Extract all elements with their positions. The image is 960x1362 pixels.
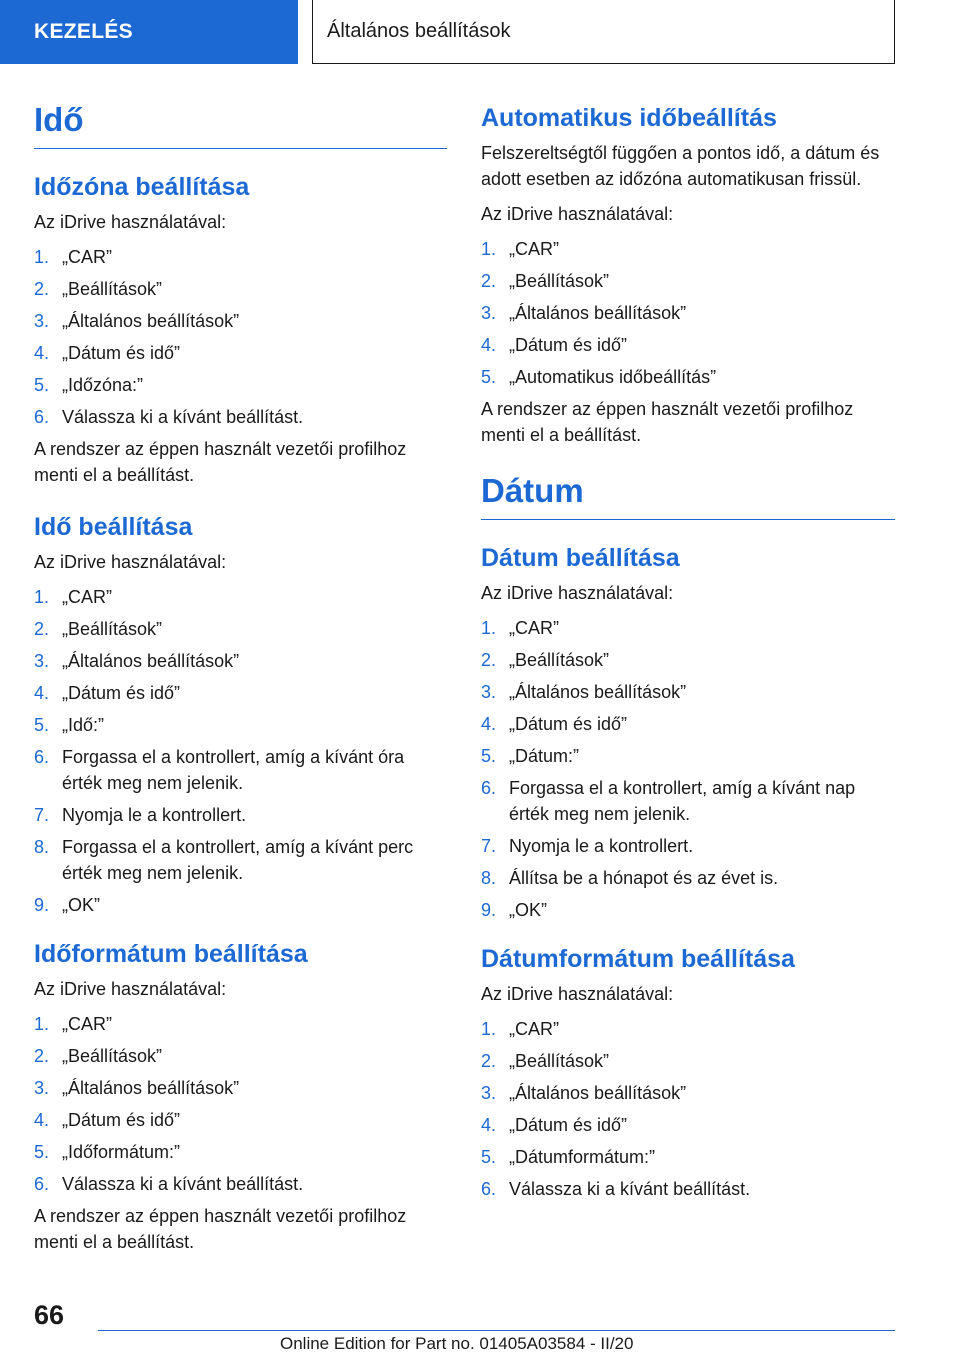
left-sections (34, 171, 447, 1278)
step-number: 7. (481, 836, 497, 856)
step-text: „Beállítások” (509, 271, 610, 291)
step-text: Állítsa be a hónapot és az évet is. (509, 868, 779, 888)
list-item (34, 340, 447, 366)
list-item (34, 1043, 447, 1069)
page-title-ido: Idő (34, 100, 447, 149)
step-number: 5. (34, 375, 50, 395)
list-item (481, 1080, 895, 1106)
auto-time-heading: Automatikus időbeállítás (481, 104, 777, 132)
section-tab (0, 0, 298, 64)
step-text: „Általános beállítások” (62, 1078, 240, 1098)
step-number: 1. (34, 587, 50, 607)
step-text: „Általános beállítások” (509, 303, 687, 323)
step-number: 4. (34, 1110, 50, 1130)
step-number: 8. (481, 868, 497, 888)
section-intro: Az iDrive használatával: (34, 979, 227, 999)
section-heading: Dátumformátum beállítása (481, 945, 795, 973)
list-item (481, 1176, 895, 1202)
list-item (481, 332, 895, 358)
step-text: „CAR” (509, 618, 559, 638)
step-number: 7. (34, 805, 50, 825)
step-list (481, 1016, 895, 1202)
step-list (34, 1011, 447, 1197)
step-number: 2. (481, 1051, 497, 1071)
step-text: „Időzóna:” (62, 375, 144, 395)
step-number: 9. (34, 895, 50, 915)
list-item (34, 244, 447, 270)
list-item (34, 1075, 447, 1101)
footer-divider (98, 1330, 895, 1331)
step-number: 3. (34, 1078, 50, 1098)
section-heading: Dátum beállítása (481, 544, 680, 572)
step-text: Nyomja le a kontrollert. (62, 805, 247, 825)
step-number: 2. (481, 650, 497, 670)
list-item (34, 802, 447, 828)
step-number: 6. (481, 778, 497, 798)
list-item (481, 647, 895, 673)
list-item (34, 712, 447, 738)
chapter-label: Általános beállítások (327, 20, 511, 42)
list-item (34, 892, 447, 918)
step-text: „OK” (509, 900, 547, 920)
section-note: A rendszer az éppen használt vezetői profilhoz menti el a beállítást. (34, 1206, 407, 1252)
step-number: 3. (481, 1083, 497, 1103)
step-list (34, 584, 447, 918)
list-item (34, 308, 447, 334)
step-number: 4. (481, 1115, 497, 1135)
step-list (481, 615, 895, 923)
section-intro: Az iDrive használatával: (34, 212, 227, 232)
step-number: 2. (34, 279, 50, 299)
step-text: „Automatikus időbeállítás” (509, 367, 717, 387)
step-text: „Dátumformátum:” (509, 1147, 656, 1167)
list-item (481, 1112, 895, 1138)
step-number: 2. (34, 619, 50, 639)
step-number: 5. (34, 715, 50, 735)
step-text: „Általános beállítások” (509, 1083, 687, 1103)
step-number: 9. (481, 900, 497, 920)
list-item (34, 276, 447, 302)
list-item (481, 679, 895, 705)
step-number: 1. (481, 1019, 497, 1039)
step-number: 1. (34, 247, 50, 267)
step-number: 1. (481, 618, 497, 638)
step-text: „Idő:” (62, 715, 105, 735)
step-text: „Dátum és idő” (509, 335, 628, 355)
step-text: „CAR” (62, 587, 112, 607)
step-text: „Általános beállítások” (62, 651, 240, 671)
list-item (34, 680, 447, 706)
list-item (34, 372, 447, 398)
section-intro: Az iDrive használatával: (481, 984, 674, 1004)
section-heading: Időzóna beállítása (34, 173, 250, 201)
step-text: Forgassa el a kontrollert, amíg a kívánt óra érték meg nem jelenik. (62, 747, 405, 793)
list-item (34, 1011, 447, 1037)
step-text: „Dátum és idő” (509, 714, 628, 734)
step-text: „Általános beállítások” (509, 682, 687, 702)
step-number: 2. (481, 271, 497, 291)
list-item (481, 743, 895, 769)
list-item (481, 897, 895, 923)
list-item (34, 1107, 447, 1133)
step-text: „Dátum és idő” (509, 1115, 628, 1135)
step-number: 6. (34, 1174, 50, 1194)
page-number: 66 (34, 1300, 65, 1330)
list-item (34, 648, 447, 674)
step-number: 3. (481, 303, 497, 323)
step-text: „CAR” (509, 1019, 559, 1039)
step-number: 5. (481, 367, 497, 387)
list-item (34, 616, 447, 642)
list-item (481, 1016, 895, 1042)
list-item (481, 1048, 895, 1074)
list-item (34, 1171, 447, 1197)
step-number: 5. (481, 1147, 497, 1167)
section-intro: Az iDrive használatával: (481, 583, 674, 603)
section-note: A rendszer az éppen használt vezetői profilhoz menti el a beállítást. (34, 439, 407, 485)
section-label: KEZELÉS (34, 20, 133, 43)
section-heading: Idő beállítása (34, 513, 193, 541)
list-item (481, 300, 895, 326)
step-text: Forgassa el a kontrollert, amíg a kívánt perc érték meg nem jelenik. (62, 837, 414, 883)
list-item (34, 584, 447, 610)
step-number: 4. (481, 335, 497, 355)
page-title-datum: Dátum (481, 471, 895, 520)
auto-time-note: A rendszer az éppen használt vezetői profilhoz menti el a beállítást. (481, 399, 854, 445)
footer-edition: Online Edition for Part no. 01405A03584 - II/20 (280, 1334, 634, 1353)
list-item (34, 744, 447, 796)
step-text: „Időformátum:” (62, 1142, 181, 1162)
step-text: „Dátum és idő” (62, 343, 181, 363)
step-text: „Beállítások” (62, 619, 163, 639)
step-number: 4. (34, 683, 50, 703)
list-item (481, 833, 895, 859)
step-number: 3. (34, 651, 50, 671)
left-column (34, 100, 447, 1278)
list-item (34, 404, 447, 430)
step-text: „CAR” (62, 247, 112, 267)
auto-time-steps (481, 236, 895, 390)
list-item (481, 268, 895, 294)
step-text: Forgassa el a kontrollert, amíg a kívánt nap érték meg nem jelenik. (509, 778, 856, 824)
step-text: „Dátum:” (509, 746, 580, 766)
auto-time-description: Felszereltségtől függően a pontos idő, a dátum és adott esetben az időzóna automatikusan frissül. (481, 143, 880, 189)
list-item (481, 711, 895, 737)
right-column (481, 100, 895, 1222)
step-number: 1. (34, 1014, 50, 1034)
list-item (34, 834, 447, 886)
list-item (481, 236, 895, 262)
step-text: „CAR” (62, 1014, 112, 1034)
step-number: 3. (481, 682, 497, 702)
step-number: 6. (34, 747, 50, 767)
step-number: 5. (34, 1142, 50, 1162)
step-text: „Beállítások” (509, 1051, 610, 1071)
right-sections (481, 542, 895, 1222)
step-text: „Dátum és idő” (62, 1110, 181, 1130)
step-number: 3. (34, 311, 50, 331)
step-number: 1. (481, 239, 497, 259)
step-number: 4. (481, 714, 497, 734)
step-text: „Beállítások” (509, 650, 610, 670)
section-intro: Az iDrive használatával: (34, 552, 227, 572)
auto-time-intro: Az iDrive használatával: (481, 204, 674, 224)
step-number: 2. (34, 1046, 50, 1066)
section-heading: Időformátum beállítása (34, 940, 308, 968)
step-text: „Dátum és idő” (62, 683, 181, 703)
step-text: „Általános beállítások” (62, 311, 240, 331)
step-number: 8. (34, 837, 50, 857)
step-text: Nyomja le a kontrollert. (509, 836, 694, 856)
step-list (34, 244, 447, 430)
list-item (34, 1139, 447, 1165)
list-item (481, 1144, 895, 1170)
step-number: 5. (481, 746, 497, 766)
list-item (481, 775, 895, 827)
step-text: „OK” (62, 895, 100, 915)
list-item (481, 615, 895, 641)
step-text: Válassza ki a kívánt beállítást. (62, 407, 304, 427)
chapter-header (312, 0, 895, 64)
step-number: 6. (481, 1179, 497, 1199)
list-item (481, 364, 895, 390)
list-item (481, 865, 895, 891)
step-text: Válassza ki a kívánt beállítást. (62, 1174, 304, 1194)
step-number: 6. (34, 407, 50, 427)
step-text: „Beállítások” (62, 279, 163, 299)
step-text: „CAR” (509, 239, 559, 259)
step-number: 4. (34, 343, 50, 363)
step-text: Válassza ki a kívánt beállítást. (509, 1179, 751, 1199)
step-text: „Beállítások” (62, 1046, 163, 1066)
